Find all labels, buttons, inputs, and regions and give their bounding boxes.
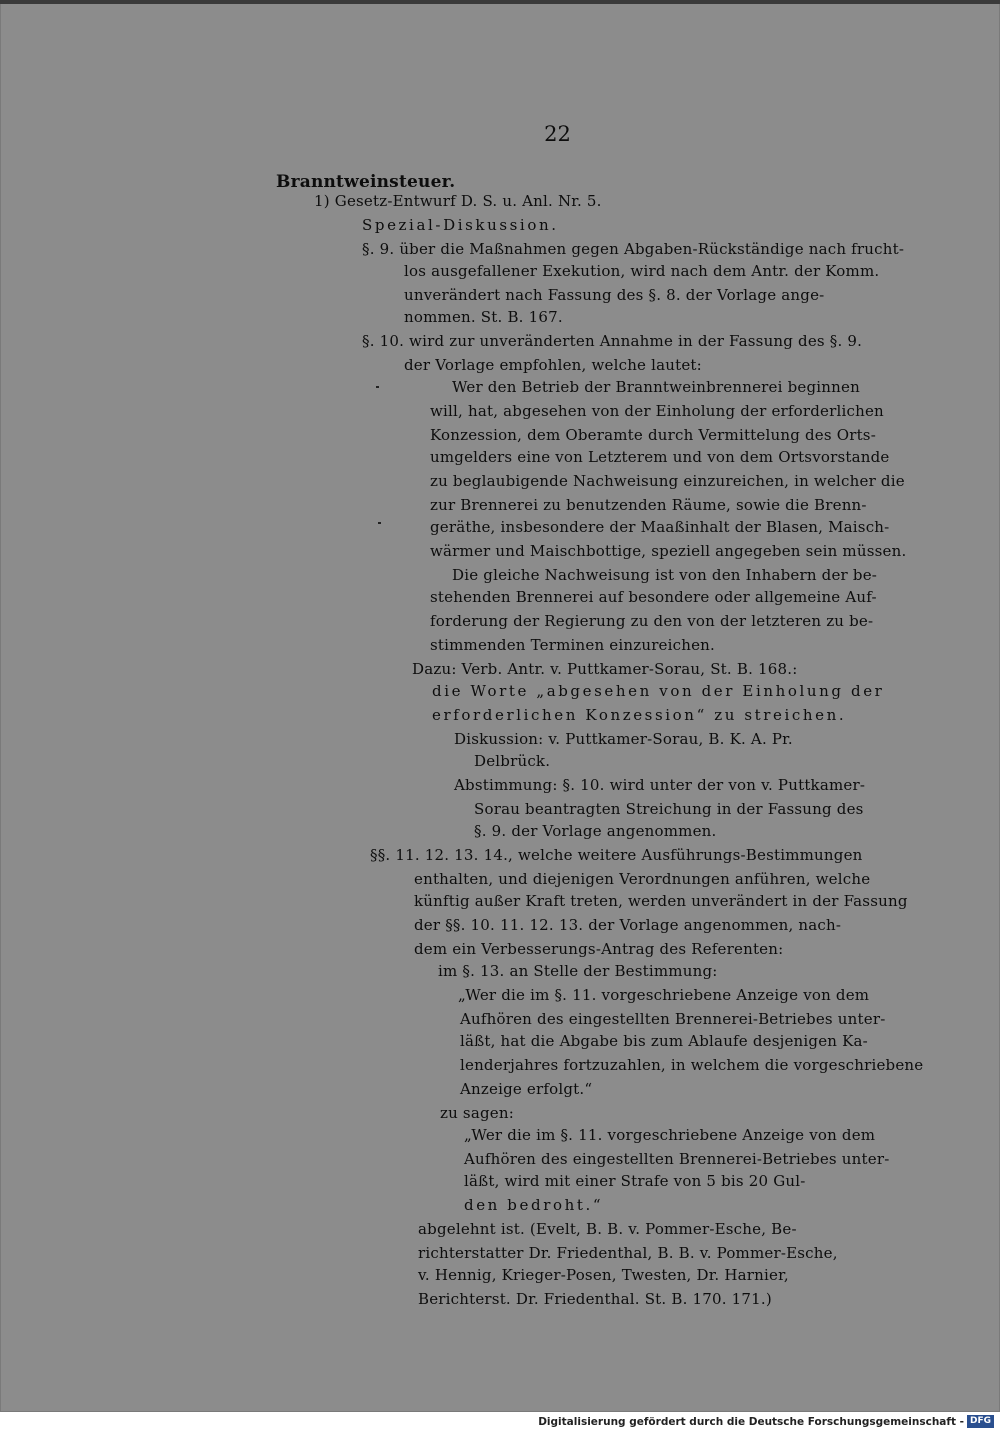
text-line: abgelehnt ist. (Evelt, B. B. v. Pommer-Esche, Be- <box>418 1220 797 1238</box>
text-line: stimmenden Terminen einzureichen. <box>430 636 716 654</box>
text-line: Konzession, dem Oberamte durch Vermittelung des Orts- <box>430 426 876 444</box>
text-line: §. 10. wird zur unveränderten Annahme in der Fassung des §. 9. <box>362 332 863 350</box>
dfg-logo: DFG <box>967 1415 994 1428</box>
text-line: den bedroht.“ <box>464 1196 604 1214</box>
text-line: Aufhören des eingestellten Brennerei-Betriebes unter- <box>460 1010 886 1028</box>
text-line: §. 9. über die Maßnahmen gegen Abgaben-Rückständige nach frucht- <box>362 240 905 258</box>
text-line: der §§. 10. 11. 12. 13. der Vorlage angenommen, nach- <box>414 916 842 934</box>
text-line: §. 9. der Vorlage angenommen. <box>474 822 717 840</box>
text-line: 1) Gesetz-Entwurf D. S. u. Anl. Nr. 5. <box>314 192 602 210</box>
text-line: dem ein Verbesserungs-Antrag des Referenten: <box>414 940 784 958</box>
text-line: §§. 11. 12. 13. 14., welche weitere Ausführungs-Bestimmungen <box>370 846 863 864</box>
text-line: zu beglaubigende Nachweisung einzureichen, in welcher die <box>430 472 905 490</box>
text-line: Dazu: Verb. Antr. v. Puttkamer-Sorau, St. B. 168.: <box>412 660 798 678</box>
text-line: Diskussion: v. Puttkamer-Sorau, B. K. A. Pr. <box>454 730 793 748</box>
text-line: künftig außer Kraft treten, werden unverändert in der Fassung <box>414 892 908 910</box>
text-line: forderung der Regierung zu den von der letzteren zu be- <box>430 612 874 630</box>
text-line: die Worte „abgesehen von der Einholung der <box>432 682 885 700</box>
text-line: Anzeige erfolgt.“ <box>460 1080 593 1098</box>
text-line: lenderjahres fortzuzahlen, in welchem die vorgeschriebene <box>460 1056 924 1074</box>
text-line: geräthe, insbesondere der Maaßinhalt der Blasen, Maisch- <box>430 518 890 536</box>
text-line: los ausgefallener Exekution, wird nach dem Antr. der Komm. <box>404 262 880 280</box>
funding-notice: Digitalisierung gefördert durch die Deutsche Forschungsgemeinschaft - <box>538 1416 964 1428</box>
text-line: Berichterst. Dr. Friedenthal. St. B. 170. 171.) <box>418 1290 772 1308</box>
text-line: Abstimmung: §. 10. wird unter der von v. Puttkamer- <box>454 776 866 794</box>
footer-bar <box>0 1412 1000 1432</box>
text-line: enthalten, und diejenigen Verordnungen anführen, welche <box>414 870 871 888</box>
text-line: Wer den Betrieb der Branntweinbrennerei beginnen <box>452 378 860 396</box>
text-line: wärmer und Maischbottige, speziell angegeben sein müssen. <box>430 542 907 560</box>
scan-speck <box>376 386 379 388</box>
text-line: umgelders eine von Letzterem und von dem Ortsvorstande <box>430 448 890 466</box>
text-line: läßt, wird mit einer Strafe von 5 bis 20 Gul- <box>464 1172 806 1190</box>
scan-speck <box>378 522 381 524</box>
text-line: Spezial-Diskussion. <box>362 216 559 234</box>
text-line: zur Brennerei zu benutzenden Räume, sowie die Brenn- <box>430 496 867 514</box>
text-line: nommen. St. B. 167. <box>404 308 563 326</box>
text-line: im §. 13. an Stelle der Bestimmung: <box>438 962 718 980</box>
text-line: Delbrück. <box>474 752 551 770</box>
text-line: unverändert nach Fassung des §. 8. der Vorlage ange- <box>404 286 825 304</box>
text-line: Die gleiche Nachweisung ist von den Inhabern der be- <box>452 566 878 584</box>
page-number: 22 <box>544 122 571 146</box>
text-line: zu sagen: <box>440 1104 514 1122</box>
text-line: läßt, hat die Abgabe bis zum Ablaufe desjenigen Ka- <box>460 1032 868 1050</box>
text-line: „Wer die im §. 11. vorgeschriebene Anzeige von dem <box>464 1126 876 1144</box>
text-line: erforderlichen Konzession“ zu streichen. <box>432 706 847 724</box>
text-line: will, hat, abgesehen von der Einholung der erforderlichen <box>430 402 884 420</box>
scan-edge <box>0 0 1000 4</box>
text-line: Aufhören des eingestellten Brennerei-Betriebes unter- <box>464 1150 890 1168</box>
text-line: der Vorlage empfohlen, welche lautet: <box>404 356 702 374</box>
text-line: Sorau beantragten Streichung in der Fassung des <box>474 800 864 818</box>
text-line: v. Hennig, Krieger-Posen, Twesten, Dr. Harnier, <box>418 1266 789 1284</box>
text-line: „Wer die im §. 11. vorgeschriebene Anzeige von dem <box>458 986 870 1004</box>
section-heading: Branntweinsteuer. <box>276 172 456 192</box>
text-line: richterstatter Dr. Friedenthal, B. B. v. Pommer-Esche, <box>418 1244 838 1262</box>
text-line: stehenden Brennerei auf besondere oder allgemeine Auf- <box>430 588 877 606</box>
